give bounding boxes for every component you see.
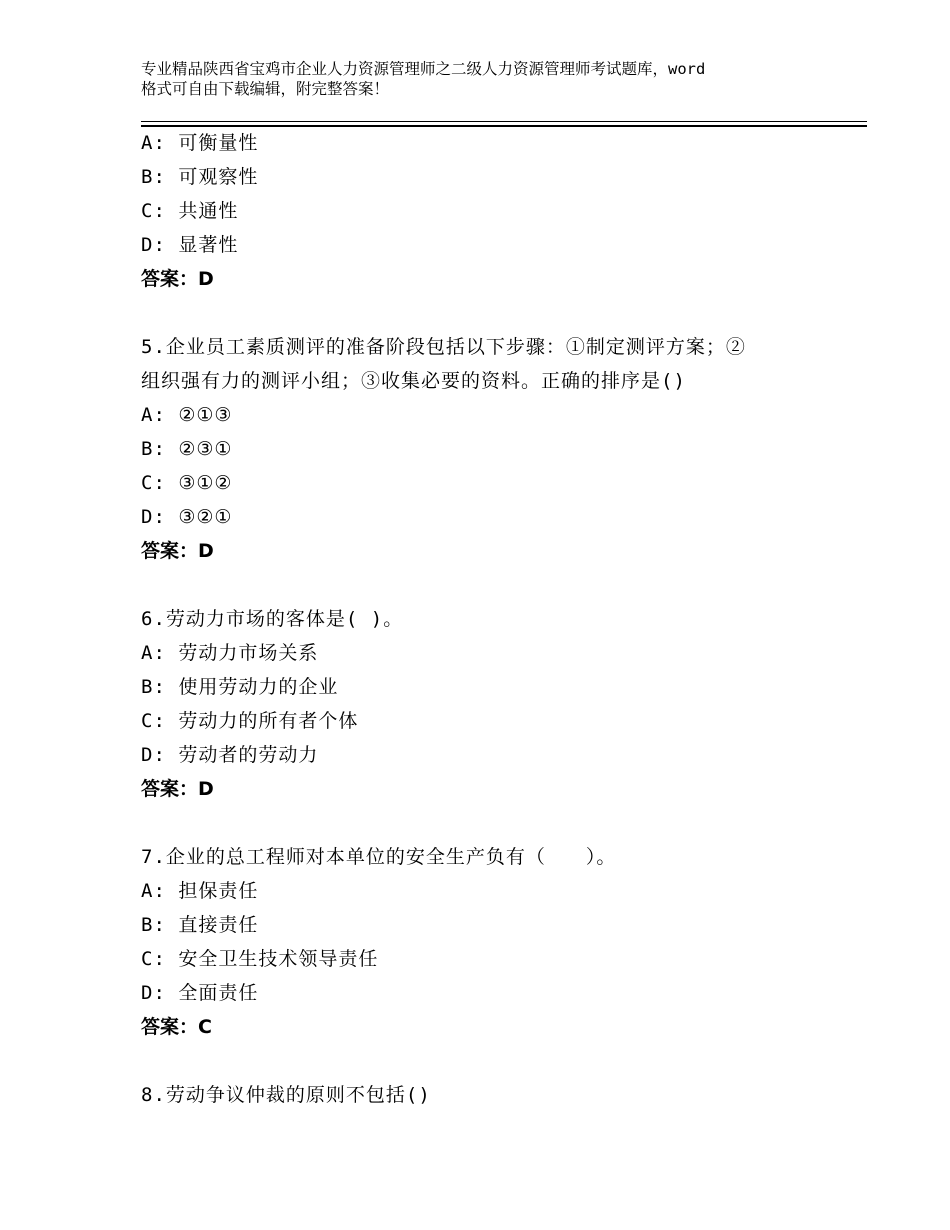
option-d: D: ③②① (141, 506, 233, 528)
spacer (141, 1044, 831, 1078)
option-a: A: 担保责任 (141, 880, 259, 902)
question-block-7 (141, 840, 831, 1044)
answer-value: D (198, 778, 214, 800)
question-block-8 (141, 1078, 831, 1112)
option-b: B: 直接责任 (141, 914, 259, 936)
answer-label: 答案： (141, 268, 199, 290)
spacer (141, 806, 831, 840)
option-b: B: ②③① (141, 438, 233, 460)
question-text: 8.劳动争议仲裁的原则不包括() (141, 1084, 431, 1106)
answer-value: D (198, 268, 214, 290)
question-block-4 (141, 126, 831, 296)
answer-line (141, 262, 831, 296)
answer-label: 答案： (141, 1016, 199, 1038)
option-a: A: ②①③ (141, 404, 233, 426)
option-a: A: 劳动力市场关系 (141, 642, 319, 664)
question-list (141, 126, 831, 1112)
answer-label: 答案： (141, 778, 199, 800)
answer-label: 答案： (141, 540, 199, 562)
header-line-1: 专业精品陕西省宝鸡市企业人力资源管理师之二级人力资源管理师考试题库，word (141, 60, 706, 78)
answer-value: D (198, 540, 214, 562)
answer-line (141, 772, 831, 806)
question-block-5 (141, 330, 831, 568)
spacer (141, 568, 831, 602)
answer-line (141, 1010, 831, 1044)
option-c: C: 安全卫生技术领导责任 (141, 948, 379, 970)
document-header (141, 59, 831, 99)
question-text: 6.劳动力市场的客体是( )。 (141, 608, 404, 630)
option-c: C: 共通性 (141, 200, 239, 222)
question-text: 组织强有力的测评小组；③收集必要的资料。正确的排序是() (141, 370, 686, 392)
spacer (141, 296, 831, 330)
answer-value: C (198, 1016, 212, 1038)
question-block-6 (141, 602, 831, 806)
option-d: D: 全面责任 (141, 982, 259, 1004)
question-text: 5.企业员工素质测评的准备阶段包括以下步骤：①制定测评方案；② (141, 336, 746, 358)
option-c: C: ③①② (141, 472, 233, 494)
option-d: D: 劳动者的劳动力 (141, 744, 319, 766)
option-b: B: 使用劳动力的企业 (141, 676, 339, 698)
answer-line (141, 534, 831, 568)
option-c: C: 劳动力的所有者个体 (141, 710, 359, 732)
option-b: B: 可观察性 (141, 166, 259, 188)
option-d: D: 显著性 (141, 234, 239, 256)
header-line-2: 格式可自由下载编辑，附完整答案！ (141, 80, 390, 98)
header-divider-thin (141, 121, 867, 122)
option-a: A: 可衡量性 (141, 132, 259, 154)
question-text: 7.企业的总工程师对本单位的安全生产负有（ ）。 (141, 846, 617, 868)
